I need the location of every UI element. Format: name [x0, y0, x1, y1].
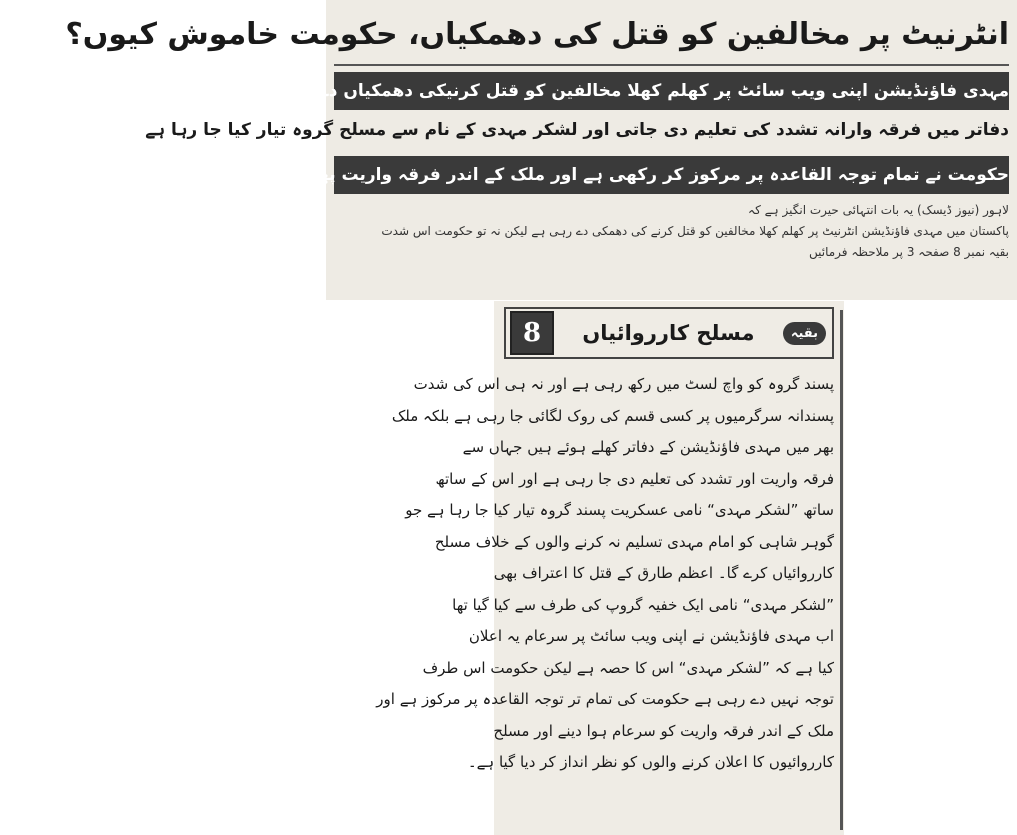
continuation-clipping [376, 301, 844, 835]
subheadline-band-1: مہدی فاؤنڈیشن اپنی ویب سائٹ پر کھلم کھلا مخالفین کو قتل کرنیکی دھمکیاں دے رہی ہے، ملک بھر میں دفاتر قائم ہیں [334, 72, 1009, 110]
body-line: پسندانہ سرگرمیوں پر کسی قسم کی روک لگائی جا رہی ہے بلکہ ملک [391, 406, 834, 425]
section-title: مسلح کارروائیاں [582, 321, 755, 345]
article-body [376, 369, 834, 779]
body-line: کیا ہے کہ ”لشکر مہدی“ اس کا حصہ ہے لیکن حکومت اس طرف [422, 658, 834, 677]
continuation-header [504, 307, 834, 359]
body-line: فرقہ واریت اور تشدد کی تعلیم دی جا رہی ہے اور اس کے ساتھ [435, 469, 834, 488]
column-divider [840, 310, 843, 830]
body-line: ”لشکر مہدی“ نامی ایک خفیہ گروپ کی طرف سے کیا گیا تھا [452, 595, 834, 614]
subheadline-2: دفاتر میں فرقہ وارانہ تشدد کی تعلیم دی جاتی اور لشکر مہدی کے نام سے مسلح گروہ تیار کیا جا رہا ہے [145, 120, 1009, 140]
body-line: کارروائیوں کا اعلان کرنے والوں کو نظر انداز کر دیا گیا ہے۔ [467, 753, 834, 771]
continued-notice: بقیہ نمبر 8 صفحہ 3 پر ملاحظہ فرمائیں [809, 245, 1009, 259]
body-line: ساتھ ”لشکر مہدی“ نامی عسکریت پسند گروہ تیار کیا جا رہا ہے جو [405, 501, 834, 519]
body-line: پسند گروہ کو واچ لسٹ میں رکھ رہی ہے اور نہ ہی اس کی شدت [413, 375, 834, 393]
headline: انٹرنیٹ پر مخالفین کو قتل کی دھمکیاں، حکومت خاموش کیوں؟ [334, 6, 1009, 66]
continued-tag: بقیہ [783, 322, 826, 345]
lead-line: پاکستان میں مہدی فاؤنڈیشن انٹرنیٹ پر کھلم کھلا مخالفین کو قتل کرنے کی دھمکی دے رہی ہے لیکن نہ تو حکومت اس شدت [381, 224, 1009, 238]
body-line: کارروائیاں کرے گا۔ اعظم طارق کے قتل کا اعتراف بھی [493, 564, 834, 582]
lead-paragraph [334, 200, 1009, 263]
body-line: توجہ نہیں دے رہی ہے حکومت کی تمام تر توجہ القاعدہ پر مرکوز ہے اور [376, 690, 834, 708]
body-line: ملک کے اندر فرقہ واریت کو سرعام ہوا دینے اور مسلح [493, 721, 834, 740]
lead-line: لاہور (نیوز ڈیسک) یہ بات انتہائی حیرت انگیز ہے کہ [748, 203, 1009, 217]
body-line: گوہر شاہی کو امام مہدی تسلیم نہ کرنے والوں کے خلاف مسلح [434, 532, 834, 551]
page-number-badge: 8 [510, 311, 554, 355]
body-line: اب مہدی فاؤنڈیشن نے اپنی ویب سائٹ پر سرعام یہ اعلان [468, 627, 834, 645]
top-story-clipping [0, 0, 1017, 300]
body-line: بھر میں مہدی فاؤنڈیشن کے دفاتر کھلے ہوئے ہیں جہاں سے [462, 438, 834, 456]
subheadline-band-2: حکومت نے تمام توجہ القاعدہ پر مرکوز کر رکھی ہے اور ملک کے اندر فرقہ واریت پھیلانے والوں کو نظر انداز کر رکھا ہے [334, 156, 1009, 194]
